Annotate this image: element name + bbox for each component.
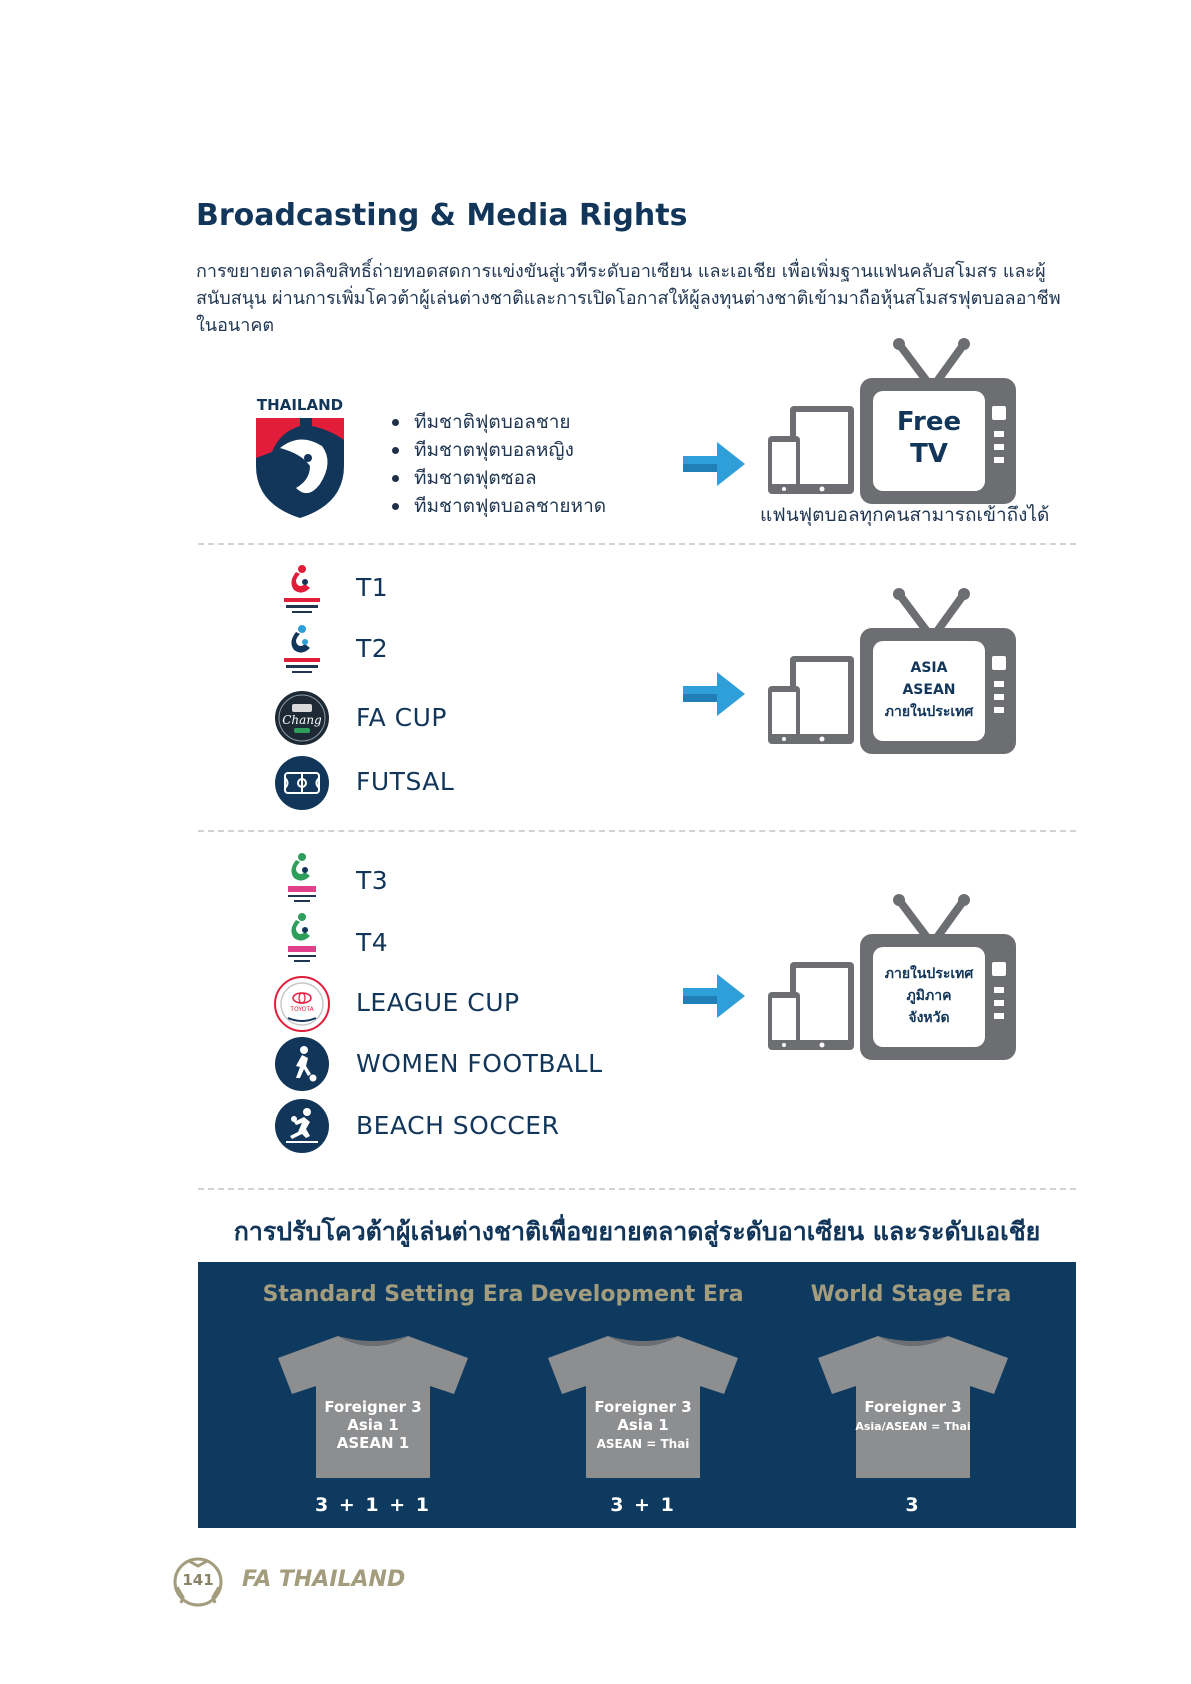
page-title: Broadcasting & Media Rights [196,198,688,233]
tv-line: จังหวัด [908,1010,950,1026]
quota-formula: 3 + 1 + 1 [315,1494,431,1516]
thai-league-3-logo [274,848,330,904]
shirt-line: Foreigner 3 [864,1398,962,1416]
thai-league-2-logo [274,620,330,676]
section-divider [198,830,1076,832]
era-title: Development Era [530,1282,744,1307]
chang-fa-cup-logo [274,690,330,746]
competition-label: FUTSAL [356,767,455,796]
list-item: ทีมชาตฟุตบอลหญิง [388,436,606,464]
tv-line: ASEAN [902,682,956,698]
era-title: Standard Setting Era [262,1282,524,1307]
shirt-line: Foreigner 3 [594,1398,692,1416]
arrow-right-icon [683,672,745,716]
arrow-right-icon [683,974,745,1018]
thai-league-4-logo [274,908,330,964]
national-team-list [388,408,606,520]
quota-formula: 3 + 1 [610,1494,676,1516]
tv-line: ASIA [910,660,948,676]
devices-tv-asia-icon [766,586,1016,776]
devices-tv-local-icon [766,892,1016,1082]
thailand-logo-text: THAILAND [256,396,344,414]
competition-label: LEAGUE CUP [356,988,520,1017]
competition-label: T4 [356,928,389,957]
section-divider [198,1188,1076,1190]
shirt-line: Asia 1 [347,1416,399,1434]
list-item: ทีมชาติฟุตบอลชาย [388,408,606,436]
chang-logo-text: Chang [282,713,322,727]
competition-label: T1 [356,573,389,602]
list-item: ทีมชาตฟุตซอล [388,464,606,492]
shirt-line: ASEAN 1 [336,1434,410,1452]
era-title: World Stage Era [810,1282,1012,1307]
competition-label: WOMEN FOOTBALL [356,1049,603,1078]
thai-league-1-logo [274,560,330,616]
tv-line: TV [910,439,948,469]
shirt-line: ASEAN = Thai [596,1437,690,1451]
section-divider [198,543,1076,545]
free-tv-caption: แฟนฟุตบอลทุกคนสามารถเข้าถึงได้ [760,504,1050,526]
women-football-icon [274,1036,330,1092]
competition-label: T2 [356,634,389,663]
intro-paragraph: การขยายตลาดลิขสิทธิ์ถ่ายทอดสดการแข่งขันสู่เวทีระดับอาเซียน และเอเชีย เพื่อเพิ่มฐานแฟนคลับสโมสร และผู้สนับสนุน ผ่านการเพิ่มโควต้าผู้เล่นต่างชาติและการเปิดโอกาสให้ผู้ลงทุนต่างชาติเข้ามาถือหุ้นสโมสรฟุตบอลอาชีพในอนาคต [196,261,1061,336]
tv-line: ภายในประเทศ [884,704,974,720]
tv-line: ภายในประเทศ [884,966,974,982]
shirt-line: Asia 1 [617,1416,669,1434]
competition-label: FA CUP [356,703,447,732]
tv-line: ภูมิภาค [906,988,952,1004]
quota-formula: 3 [905,1494,921,1516]
devices-tv-free-icon [766,336,1016,526]
toyota-logo-text: TOYOTA [290,1006,314,1013]
quota-panel [198,1262,1076,1528]
shirt-line: Foreigner 3 [324,1398,422,1416]
competition-label: T3 [356,866,389,895]
beach-soccer-icon [274,1098,330,1154]
footer-brand: FA THAILAND [242,1567,406,1592]
quota-heading: การปรับโควต้าผู้เล่นต่างชาติเพื่อขยายตลาดสู่ระดับอาเซียน และระดับเอเชีย [233,1217,1041,1246]
tv-line: Free [896,407,962,437]
arrow-right-icon [683,442,745,486]
futsal-court-icon [274,755,330,811]
thailand-fa-logo [250,396,350,521]
page-number: 141 [182,1571,214,1589]
competition-label: BEACH SOCCER [356,1111,560,1140]
toyota-league-cup-logo [274,976,330,1032]
list-item: ทีมชาตฟุตบอลชายหาด [388,492,606,520]
shirt-line: Asia/ASEAN = Thai [855,1420,971,1433]
